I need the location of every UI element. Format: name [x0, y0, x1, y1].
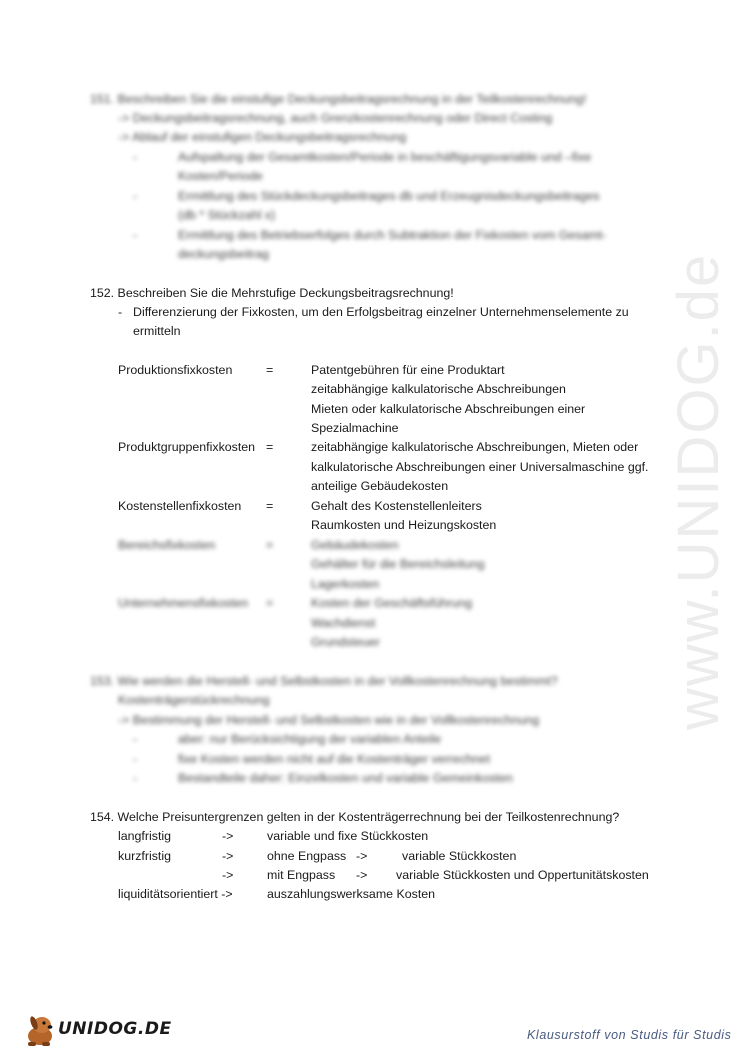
question-153-title: 153. Wie werden die Herstell- und Selbstkosten in der Vollkostenrechnung bestimmt?	[90, 674, 558, 688]
unidog-logo	[22, 1012, 172, 1048]
term-value: anteilige Gebäudekosten	[311, 479, 449, 493]
text-line: Aufspaltung der Gesamtkosten/Periode in beschäftigungsvariable und –fixe	[178, 150, 592, 164]
equals-sign: =	[266, 363, 274, 377]
equals-sign: =	[266, 596, 274, 610]
arrow: ->	[222, 849, 234, 863]
row-label: langfristig	[118, 829, 172, 843]
text-line: Bestandteile daher: Einzelkosten und variable Gemeinkosten	[178, 771, 513, 785]
bullet-dash: -	[133, 752, 138, 766]
row-label: liquiditätsorientiert ->	[118, 887, 233, 901]
logo-text: UNIDOG.DE	[58, 1019, 172, 1039]
term-value: kalkulatorische Abschreibungen einer Universalmaschine ggf.	[311, 460, 649, 474]
term-value: Gebäudekosten	[311, 538, 399, 552]
bullet-dash: -	[133, 189, 138, 203]
term-value: Kosten der Geschäftsführung	[311, 596, 473, 610]
row-value: variable Stückkosten und Oppertunitätskosten	[396, 868, 649, 882]
text-line: Kostenträgerstückrechnung	[118, 693, 270, 707]
footer-tagline: Klausurstoff von Studis für Studis	[527, 1028, 732, 1042]
arrow: ->	[222, 868, 234, 882]
term-label: Unternehmensfixkosten	[118, 596, 249, 610]
question-154-title: 154. Welche Preisuntergrenzen gelten in der Kostenträgerrechnung bei der Teilkostenrechnung?	[90, 810, 620, 824]
term-value: Gehälter für die Bereichsleitung	[311, 557, 485, 571]
text-line: Differenzierung der Fixkosten, um den Erfolgsbeitrag einzelner Unternehmenselemente zu	[133, 305, 629, 319]
text-line: aber: nur Berücksichtigung der variablen Anteile	[178, 732, 442, 746]
bullet-dash: -	[133, 228, 138, 242]
term-value: zeitabhängige kalkulatorische Abschreibungen, Mieten oder	[311, 440, 639, 454]
equals-sign: =	[266, 538, 274, 552]
term-value: Lagerkosten	[311, 577, 380, 591]
text-line: Ermittlung des Stückdeckungsbeitrages db und Erzeugnisdeckungsbeitrages	[178, 189, 600, 203]
term-label: Produktgruppenfixkosten	[118, 440, 256, 454]
row-value: variable und fixe Stückkosten	[267, 829, 429, 843]
row-value: auszahlungswerksame Kosten	[267, 887, 436, 901]
term-label: Bereichsfixkosten	[118, 538, 216, 552]
question-151-title: 151. Beschreiben Sie die einstufige Deckungsbeitragsrechnung in der Teilkostenrechnung!	[90, 92, 587, 106]
arrow: ->	[222, 829, 234, 843]
text-line: Kosten/Periode	[178, 169, 263, 183]
text-line: -> Ablauf der einstufigen Deckungsbeitragsrechnung	[118, 130, 407, 144]
bullet-dash: -	[133, 771, 138, 785]
text-line: ermitteln	[133, 324, 181, 338]
question-152-title: 152. Beschreiben Sie die Mehrstufige Deckungsbeitragsrechnung!	[90, 286, 454, 300]
term-value: Gehalt des Kostenstellenleiters	[311, 499, 482, 513]
text-line: Ermittlung des Betriebserfolges durch Subtraktion der Fixkosten vom Gesamt-	[178, 228, 607, 242]
text-line: -> Deckungsbeitragsrechnung, auch Grenzkostenrechnung oder Direct Costing	[118, 111, 553, 125]
row-condition: mit Engpass	[267, 868, 336, 882]
text-line: fixe Kosten werden nicht auf die Kostenträger verrechnet	[178, 752, 491, 766]
arrow: ->	[356, 868, 368, 882]
term-value: Raumkosten und Heizungskosten	[311, 518, 497, 532]
term-label: Produktionsfixkosten	[118, 363, 233, 377]
text-line: (db * Stückzahl x)	[178, 208, 276, 222]
term-value: Mieten oder kalkulatorische Abschreibungen einer	[311, 402, 586, 416]
equals-sign: =	[266, 499, 274, 513]
row-value: variable Stückkosten	[402, 849, 517, 863]
bullet-dash: -	[133, 150, 138, 164]
arrow: ->	[356, 849, 368, 863]
dog-icon	[22, 1012, 60, 1048]
text-line: deckungsbeitrag	[178, 247, 269, 261]
bullet-dash: -	[118, 305, 123, 319]
term-value: zeitabhängige kalkulatorische Abschreibungen	[311, 382, 566, 396]
row-label: kurzfristig	[118, 849, 172, 863]
text-line: -> Bestimmung der Herstell- und Selbstkosten wie in der Vollkostenrechnung	[118, 713, 540, 727]
term-value: Spezialmachine	[311, 421, 399, 435]
term-value: Grundsteuer	[311, 635, 380, 649]
watermark-text: www.UNIDOG.de	[666, 252, 731, 730]
equals-sign: =	[266, 440, 274, 454]
term-value: Patentgebühren für eine Produktart	[311, 363, 505, 377]
row-condition: ohne Engpass	[267, 849, 347, 863]
bullet-dash: -	[133, 732, 138, 746]
term-value: Wachdienst	[311, 616, 376, 630]
term-label: Kostenstellenfixkosten	[118, 499, 242, 513]
